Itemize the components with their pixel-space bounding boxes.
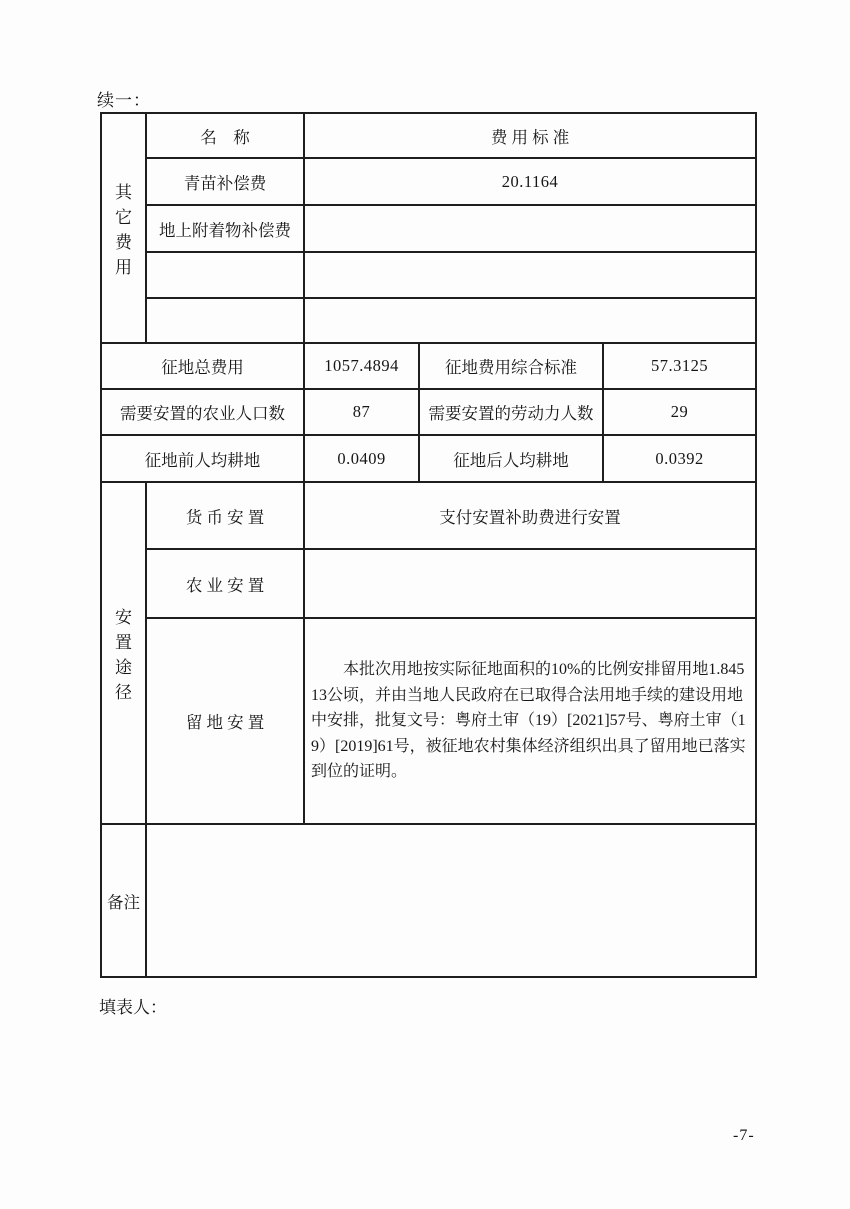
table-row: [101, 298, 756, 343]
other-fees-section-cell: [101, 113, 146, 343]
summary-value: 57.3125: [603, 343, 756, 389]
summary-label: 征地费用综合标准: [419, 343, 603, 389]
resettlement-type-cell: 农 业 安 置: [146, 549, 304, 618]
table-row: [101, 549, 756, 618]
fee-name-cell: [146, 298, 304, 343]
table-row: [101, 435, 756, 482]
table-row: [101, 252, 756, 298]
table-row: [101, 158, 756, 205]
resettlement-content-cell: [304, 618, 756, 824]
summary-value: 0.0392: [603, 435, 756, 482]
summary-value: 29: [603, 389, 756, 435]
fee-name-cell: 地上附着物补偿费: [146, 205, 304, 252]
page-number: -7-: [733, 1127, 755, 1144]
table-row: [101, 824, 756, 977]
fee-standard-cell: [304, 252, 756, 298]
fee-standard-cell: 20.1164: [304, 158, 756, 205]
resettlement-content-cell: 支付安置补助费进行安置: [304, 482, 756, 549]
summary-label: 需要安置的农业人口数: [101, 389, 304, 435]
fee-name-header: 名 称: [146, 113, 304, 158]
fee-name-cell: [146, 252, 304, 298]
fee-standard-cell: [304, 205, 756, 252]
table-row: [101, 389, 756, 435]
table-row: [101, 618, 756, 824]
summary-value: 0.0409: [304, 435, 419, 482]
fee-name-cell: 青苗补偿费: [146, 158, 304, 205]
resettlement-section-cell: [101, 482, 146, 824]
fee-standard-cell: [304, 298, 756, 343]
summary-label: 征地前人均耕地: [101, 435, 304, 482]
resettlement-type-cell: 货 币 安 置: [146, 482, 304, 549]
summary-label: 需要安置的劳动力人数: [419, 389, 603, 435]
remarks-content-cell: [146, 824, 756, 977]
table-row: [101, 113, 756, 158]
resettlement-content-cell: [304, 549, 756, 618]
continuation-label: 续一：: [97, 91, 151, 110]
table-row: [101, 205, 756, 252]
form-filler-label: 填表人：: [99, 998, 167, 1017]
resettlement-section-label: 安 置 途 径: [115, 608, 132, 702]
remarks-label-cell: 备注: [101, 824, 146, 977]
table-row: [101, 343, 756, 389]
table-row: [101, 482, 756, 549]
summary-label: 征地总费用: [101, 343, 304, 389]
other-fees-section-label: 其 它 费 用: [115, 183, 132, 277]
land-retention-paragraph: 本批次用地按实际征地面积的10%的比例安排留用地1.84513公顷，并由当地人民政府在已取得合法用地手续的建设用地中安排，批复文号：粤府土审（19）[2021]57号、粤府土审（19）[2019]61号，被征地农村集体经济组织出具了留用地已落实到位的证明。: [311, 661, 746, 781]
summary-value: 87: [304, 389, 419, 435]
summary-label: 征地后人均耕地: [419, 435, 603, 482]
fee-standard-header: 费 用 标 准: [304, 113, 756, 158]
land-acquisition-table: [100, 112, 757, 978]
resettlement-type-cell: 留 地 安 置: [146, 618, 304, 824]
summary-value: 1057.4894: [304, 343, 419, 389]
